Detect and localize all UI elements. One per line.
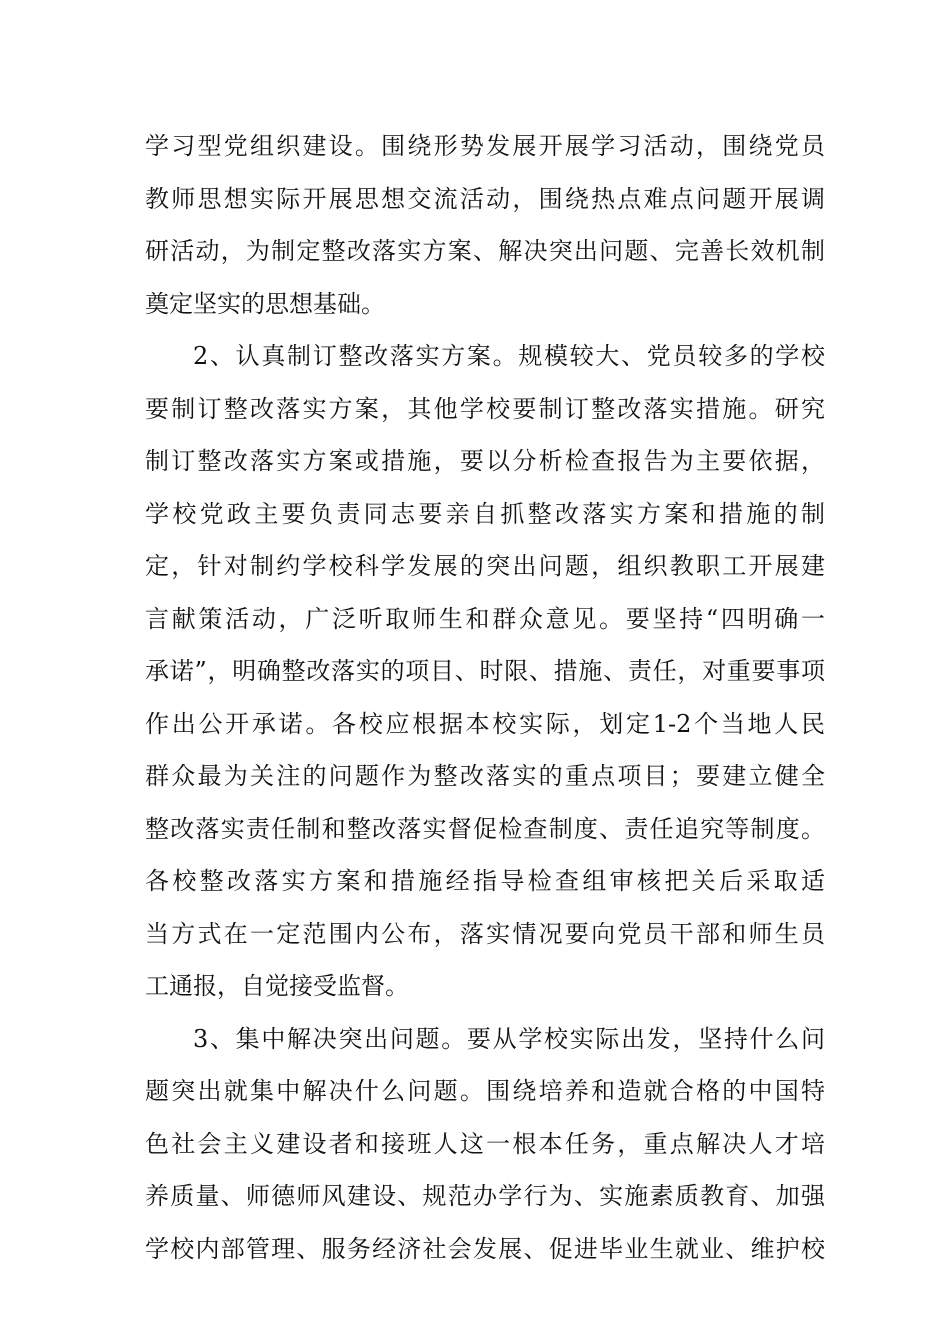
text-line: 色社会主义建设者和接班人这一根本任务，重点解决人才培 <box>145 1129 825 1158</box>
body-text <box>145 120 825 1275</box>
text-line: 要制订整改落实方案，其他学校要制订整改落实措施。研究 <box>145 394 825 423</box>
text-line: 教师思想实际开展思想交流活动，围绕热点难点问题开展调 <box>145 184 825 213</box>
section-3-heading-line: 3、集中解决突出问题。要从学校实际出发，坚持什么问 <box>193 1024 825 1053</box>
text-line: 各校整改落实方案和措施经指导检查组审核把关后采取适 <box>145 867 825 895</box>
text-line: 学校党政主要负责同志要亲自抓整改落实方案和措施的制 <box>145 499 825 528</box>
text-line: 定，针对制约学校科学发展的突出问题，组织教职工开展建 <box>145 552 825 580</box>
text-line: 养质量、师德师风建设、规范办学行为、实施素质教育、加强 <box>145 1182 825 1210</box>
section-2-heading-line: 2、认真制订整改落实方案。规模较大、党员较多的学校 <box>193 342 825 370</box>
text-line: 作出公开承诺。各校应根据本校实际，划定1-2个当地人民 <box>145 709 825 738</box>
text-line: 工通报，自觉接受监督。 <box>145 972 409 1000</box>
text-line: 题突出就集中解决什么问题。围绕培养和造就合格的中国特 <box>145 1077 825 1105</box>
text-line: 言献策活动，广泛听取师生和群众意见。要坚持“四明确一 <box>145 604 825 633</box>
text-line: 学校内部管理、服务经济社会发展、促进毕业生就业、维护校 <box>145 1234 825 1263</box>
text-line: 研活动，为制定整改落实方案、解决突出问题、完善长效机制 <box>145 237 825 265</box>
text-line: 整改落实责任制和整改落实督促检查制度、责任追究等制度。 <box>145 814 825 843</box>
text-line: 承诺”，明确整改落实的项目、时限、措施、责任，对重要事项 <box>145 657 825 685</box>
text-line: 群众最为关注的问题作为整改落实的重点项目；要建立健全 <box>145 762 825 790</box>
text-line: 制订整改落实方案或措施，要以分析检查报告为主要依据， <box>145 447 825 475</box>
text-line: 当方式在一定范围内公布，落实情况要向党员干部和师生员 <box>145 919 825 948</box>
text-line: 奠定坚实的思想基础。 <box>145 289 385 318</box>
text-line: 学习型党组织建设。围绕形势发展开展学习活动，围绕党员 <box>145 132 825 160</box>
